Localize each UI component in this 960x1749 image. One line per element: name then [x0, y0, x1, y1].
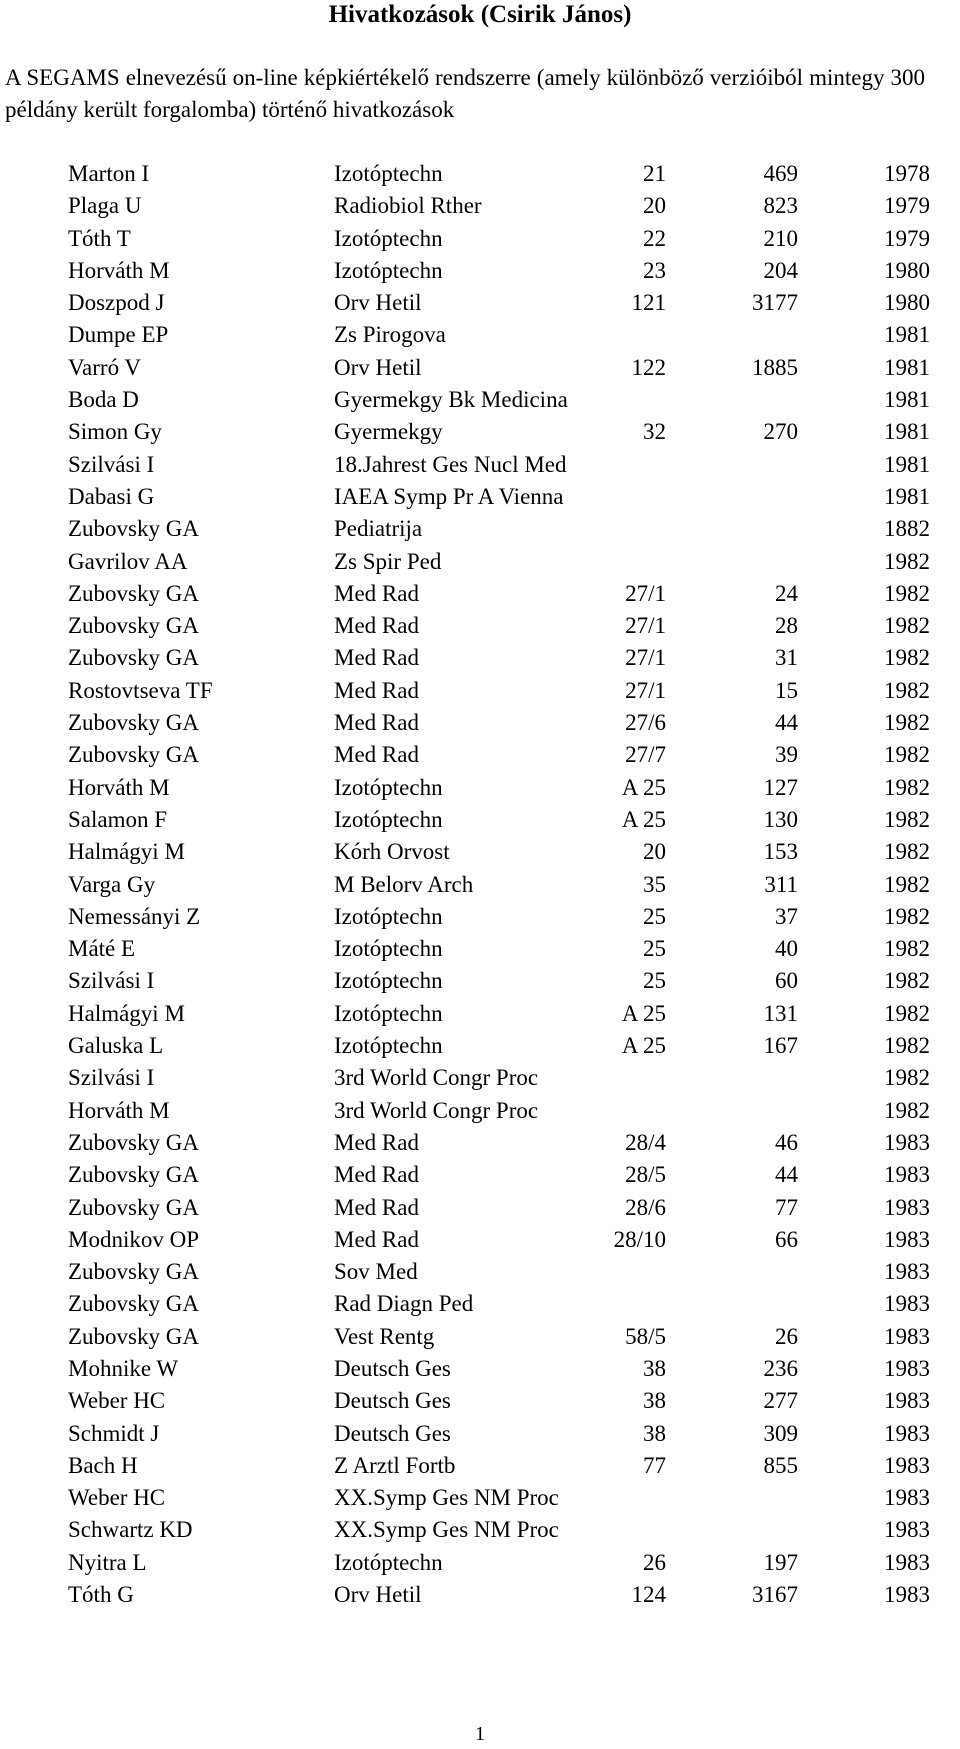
- reference-page: 60: [775, 968, 798, 994]
- reference-year: 1882: [884, 516, 930, 542]
- reference-author: Schmidt J: [68, 1420, 160, 1446]
- reference-author: Tóth T: [68, 225, 131, 251]
- reference-page: 3167: [752, 1582, 798, 1608]
- reference-journal: XX.Symp Ges NM Proc: [334, 1485, 559, 1511]
- reference-row: [0, 352, 960, 384]
- reference-year: 1983: [884, 1291, 930, 1317]
- reference-author: Mohnike W: [68, 1355, 179, 1381]
- reference-journal: Med Rad: [334, 1226, 419, 1252]
- reference-volume: 21: [643, 161, 666, 186]
- reference-row: [0, 739, 960, 771]
- reference-page: 1885: [752, 354, 798, 380]
- reference-journal: Izotóptechn: [334, 968, 443, 994]
- reference-row: [0, 1192, 960, 1224]
- reference-volume: 122: [631, 354, 666, 380]
- reference-year: 1983: [884, 1226, 930, 1252]
- reference-author: Zubovsky GA: [68, 580, 199, 606]
- reference-row: [0, 1579, 960, 1611]
- reference-journal: Med Rad: [334, 677, 419, 703]
- reference-journal: 3rd World Congr Proc: [334, 1065, 539, 1091]
- reference-journal: Orv Hetil: [334, 1582, 422, 1608]
- reference-page: 469: [763, 161, 798, 186]
- reference-row: [0, 1321, 960, 1353]
- reference-author: Zubovsky GA: [68, 1129, 199, 1155]
- reference-volume: 20: [643, 193, 666, 219]
- reference-author: Zubovsky GA: [68, 645, 199, 671]
- reference-author: Szilvási I: [68, 1065, 155, 1091]
- reference-year: 1981: [884, 451, 930, 477]
- reference-row: [0, 675, 960, 707]
- reference-row: [0, 869, 960, 901]
- reference-page: 210: [763, 225, 798, 251]
- reference-year: 1982: [884, 645, 930, 671]
- reference-row: [0, 513, 960, 545]
- reference-journal: Izotóptechn: [334, 1033, 443, 1059]
- reference-year: 1982: [884, 1000, 930, 1026]
- reference-author: Plaga U: [68, 193, 142, 219]
- reference-author: Schwartz KD: [68, 1517, 193, 1543]
- reference-year: 1982: [884, 806, 930, 832]
- reference-year: 1982: [884, 613, 930, 639]
- reference-row: [0, 255, 960, 287]
- reference-author: Rostovtseva TF: [68, 677, 213, 703]
- reference-author: Weber HC: [68, 1388, 166, 1414]
- reference-year: 1983: [884, 1194, 930, 1220]
- reference-author: Zubovsky GA: [68, 1162, 199, 1188]
- reference-page: 236: [763, 1355, 798, 1381]
- reference-row: [0, 1514, 960, 1546]
- reference-journal: Izotóptechn: [334, 1549, 443, 1575]
- reference-year: 1980: [884, 290, 930, 316]
- reference-journal: Izotóptechn: [334, 1000, 443, 1026]
- reference-row: [0, 1159, 960, 1191]
- reference-row: [0, 158, 960, 190]
- reference-volume: 20: [643, 839, 666, 865]
- reference-volume: 58/5: [625, 1323, 666, 1349]
- reference-author: Dumpe EP: [68, 322, 169, 348]
- reference-year: 1983: [884, 1582, 930, 1608]
- reference-year: 1983: [884, 1485, 930, 1511]
- reference-page: 46: [775, 1129, 798, 1155]
- reference-journal: Orv Hetil: [334, 354, 422, 380]
- reference-volume: A 25: [621, 1000, 666, 1026]
- reference-row: [0, 481, 960, 513]
- reference-author: Zubovsky GA: [68, 1323, 199, 1349]
- reference-year: 1983: [884, 1129, 930, 1155]
- reference-journal: Deutsch Ges: [334, 1388, 451, 1414]
- reference-journal: Deutsch Ges: [334, 1355, 451, 1381]
- reference-page: 44: [775, 710, 798, 736]
- reference-year: 1982: [884, 1097, 930, 1123]
- reference-row: [0, 1385, 960, 1417]
- reference-author: Tóth G: [68, 1582, 134, 1608]
- reference-row: [0, 1353, 960, 1385]
- reference-author: Marton I: [68, 161, 150, 186]
- reference-row: [0, 836, 960, 868]
- reference-author: Simon Gy: [68, 419, 162, 445]
- reference-author: Weber HC: [68, 1485, 166, 1511]
- reference-year: 1981: [884, 387, 930, 413]
- reference-row: [0, 287, 960, 319]
- page-title: Hivatkozások (Csirik János): [328, 1, 632, 28]
- reference-author: Zubovsky GA: [68, 1259, 199, 1285]
- reference-row: [0, 1288, 960, 1320]
- reference-volume: A 25: [621, 1033, 666, 1059]
- reference-page: 39: [775, 742, 798, 768]
- reference-page: 127: [763, 774, 798, 800]
- reference-row: [0, 804, 960, 836]
- reference-row: [0, 384, 960, 416]
- reference-page: 28: [775, 613, 798, 639]
- reference-row: [0, 933, 960, 965]
- reference-year: 1982: [884, 968, 930, 994]
- reference-page: 77: [775, 1194, 798, 1220]
- reference-year: 1982: [884, 710, 930, 736]
- reference-row: [0, 1256, 960, 1288]
- reference-journal: Izotóptechn: [334, 161, 443, 186]
- reference-volume: 25: [643, 936, 666, 962]
- reference-journal: Sov Med: [334, 1259, 418, 1285]
- reference-author: Dabasi G: [68, 483, 155, 509]
- reference-author: Szilvási I: [68, 968, 155, 994]
- reference-year: 1982: [884, 839, 930, 865]
- reference-volume: 28/6: [625, 1194, 666, 1220]
- reference-volume: 32: [643, 419, 666, 445]
- reference-row: [0, 642, 960, 674]
- reference-journal: Med Rad: [334, 710, 419, 736]
- reference-author: Boda D: [68, 387, 139, 413]
- reference-journal: Med Rad: [334, 1129, 419, 1155]
- reference-volume: 27/1: [625, 677, 666, 703]
- reference-journal: Rad Diagn Ped: [334, 1291, 474, 1317]
- reference-year: 1983: [884, 1323, 930, 1349]
- reference-row: [0, 1095, 960, 1127]
- reference-year: 1983: [884, 1452, 930, 1478]
- reference-page: 311: [764, 871, 798, 897]
- reference-volume: 28/4: [625, 1129, 666, 1155]
- reference-author: Horváth M: [68, 257, 170, 283]
- reference-page: 277: [763, 1388, 798, 1414]
- reference-journal: Radiobiol Rther: [334, 193, 482, 219]
- reference-volume: 27/6: [625, 710, 666, 736]
- reference-row: [0, 707, 960, 739]
- reference-author: Horváth M: [68, 774, 170, 800]
- reference-volume: 27/1: [625, 645, 666, 671]
- reference-journal: 3rd World Congr Proc: [334, 1097, 539, 1123]
- reference-author: Halmágyi M: [68, 1000, 185, 1026]
- reference-author: Galuska L: [68, 1033, 164, 1059]
- reference-year: 1979: [884, 193, 930, 219]
- reference-year: 1983: [884, 1549, 930, 1575]
- reference-volume: 28/5: [625, 1162, 666, 1188]
- reference-page: 855: [763, 1452, 798, 1478]
- reference-journal: Med Rad: [334, 580, 419, 606]
- reference-year: 1982: [884, 1033, 930, 1059]
- intro-paragraph: A SEGAMS elnevezésű on-line képkiértékelő rendszerre (amely különböző verzióiból mintegy 300 példány került forgalomba) történő hivatkozások: [5, 65, 925, 122]
- reference-author: Nemessányi Z: [68, 903, 201, 929]
- reference-journal: Izotóptechn: [334, 903, 443, 929]
- reference-year: 1982: [884, 936, 930, 962]
- reference-journal: Izotóptechn: [334, 806, 443, 832]
- reference-author: Bach H: [68, 1452, 138, 1478]
- reference-journal: Deutsch Ges: [334, 1420, 451, 1446]
- reference-row: [0, 1547, 960, 1579]
- reference-page: 66: [775, 1226, 798, 1252]
- reference-author: Máté E: [68, 936, 136, 962]
- reference-volume: 28/10: [613, 1226, 666, 1252]
- reference-journal: Med Rad: [334, 613, 419, 639]
- reference-year: 1982: [884, 871, 930, 897]
- reference-row: [0, 1418, 960, 1450]
- reference-page: 204: [763, 257, 798, 283]
- reference-journal: Gyermekgy Bk Medicina: [334, 387, 568, 413]
- reference-year: 1982: [884, 742, 930, 768]
- reference-page: 131: [763, 1000, 798, 1026]
- reference-volume: 25: [643, 968, 666, 994]
- reference-year: 1983: [884, 1517, 930, 1543]
- reference-year: 1981: [884, 483, 930, 509]
- reference-year: 1981: [884, 354, 930, 380]
- reference-volume: 121: [631, 290, 666, 316]
- reference-year: 1978: [884, 161, 930, 186]
- reference-journal: Izotóptechn: [334, 225, 443, 251]
- reference-journal: Gyermekgy: [334, 419, 443, 445]
- reference-author: Halmágyi M: [68, 839, 185, 865]
- reference-volume: 38: [643, 1388, 666, 1414]
- reference-journal: Izotóptechn: [334, 936, 443, 962]
- reference-volume: 26: [643, 1549, 666, 1575]
- reference-row: [0, 449, 960, 481]
- reference-page: 24: [775, 580, 798, 606]
- reference-page: 823: [763, 193, 798, 219]
- reference-row: [0, 1062, 960, 1094]
- reference-year: 1983: [884, 1355, 930, 1381]
- reference-author: Horváth M: [68, 1097, 170, 1123]
- reference-volume: 23: [643, 257, 666, 283]
- reference-journal: Zs Pirogova: [334, 322, 446, 348]
- reference-year: 1981: [884, 419, 930, 445]
- reference-row: [0, 998, 960, 1030]
- reference-page: 26: [775, 1323, 798, 1349]
- reference-volume: 124: [631, 1582, 666, 1608]
- reference-page: 44: [775, 1162, 798, 1188]
- reference-journal: Izotóptechn: [334, 257, 443, 283]
- reference-year: 1982: [884, 1065, 930, 1091]
- reference-journal: XX.Symp Ges NM Proc: [334, 1517, 559, 1543]
- reference-journal: M Belorv Arch: [334, 871, 474, 897]
- reference-year: 1982: [884, 580, 930, 606]
- reference-author: Gavrilov AA: [68, 548, 188, 574]
- reference-volume: 22: [643, 225, 666, 251]
- reference-page: 309: [763, 1420, 798, 1446]
- reference-journal: Med Rad: [334, 645, 419, 671]
- reference-year: 1983: [884, 1162, 930, 1188]
- reference-year: 1981: [884, 322, 930, 348]
- reference-volume: 27/1: [625, 580, 666, 606]
- reference-page: 130: [763, 806, 798, 832]
- reference-page: 270: [763, 419, 798, 445]
- reference-journal: Vest Rentg: [334, 1323, 435, 1349]
- reference-row: [0, 1224, 960, 1256]
- reference-journal: Zs Spir Ped: [334, 548, 442, 574]
- reference-page: 3177: [752, 290, 798, 316]
- reference-author: Doszpod J: [68, 290, 165, 316]
- reference-year: 1982: [884, 903, 930, 929]
- reference-journal: Med Rad: [334, 1194, 419, 1220]
- reference-author: Salamon F: [68, 806, 168, 832]
- reference-page: 40: [775, 936, 798, 962]
- reference-year: 1983: [884, 1420, 930, 1446]
- reference-author: Nyitra L: [68, 1549, 147, 1575]
- reference-author: Zubovsky GA: [68, 516, 199, 542]
- reference-page: 153: [763, 839, 798, 865]
- reference-row: [0, 546, 960, 578]
- reference-row: [0, 1450, 960, 1482]
- reference-list: [0, 158, 960, 1611]
- reference-row: [0, 578, 960, 610]
- reference-year: 1980: [884, 257, 930, 283]
- reference-volume: 25: [643, 903, 666, 929]
- reference-author: Modnikov OP: [68, 1226, 199, 1252]
- reference-year: 1982: [884, 548, 930, 574]
- reference-author: Zubovsky GA: [68, 1194, 199, 1220]
- reference-row: [0, 901, 960, 933]
- reference-page: 15: [775, 677, 798, 703]
- reference-author: Varga Gy: [68, 871, 156, 897]
- reference-year: 1982: [884, 677, 930, 703]
- reference-volume: A 25: [621, 774, 666, 800]
- reference-year: 1983: [884, 1388, 930, 1414]
- reference-row: [0, 1030, 960, 1062]
- reference-year: 1983: [884, 1259, 930, 1285]
- reference-volume: 27/1: [625, 613, 666, 639]
- reference-row: [0, 965, 960, 997]
- reference-volume: 38: [643, 1420, 666, 1446]
- reference-volume: 38: [643, 1355, 666, 1381]
- reference-journal: Kórh Orvost: [334, 839, 450, 865]
- reference-journal: Orv Hetil: [334, 290, 422, 316]
- reference-row: [0, 772, 960, 804]
- reference-page: 167: [763, 1033, 798, 1059]
- reference-journal: Z Arztl Fortb: [334, 1452, 456, 1478]
- reference-volume: 35: [643, 871, 666, 897]
- reference-volume: 27/7: [625, 742, 666, 768]
- reference-row: [0, 190, 960, 222]
- reference-row: [0, 223, 960, 255]
- reference-journal: IAEA Symp Pr A Vienna: [334, 483, 564, 509]
- reference-journal: Izotóptechn: [334, 774, 443, 800]
- reference-journal: Med Rad: [334, 1162, 419, 1188]
- reference-author: Zubovsky GA: [68, 742, 199, 768]
- reference-author: Szilvási I: [68, 451, 155, 477]
- reference-row: [0, 610, 960, 642]
- reference-author: Zubovsky GA: [68, 613, 199, 639]
- reference-row: [0, 319, 960, 351]
- reference-row: [0, 1482, 960, 1514]
- reference-author: Zubovsky GA: [68, 1291, 199, 1317]
- reference-row: [0, 1127, 960, 1159]
- reference-page: 197: [763, 1549, 798, 1575]
- page-number: 1: [475, 1723, 485, 1745]
- reference-journal: Med Rad: [334, 742, 419, 768]
- reference-journal: 18.Jahrest Ges Nucl Med: [334, 451, 567, 477]
- reference-journal: Pediatrija: [334, 516, 423, 542]
- reference-row: [0, 416, 960, 448]
- reference-author: Varró V: [68, 354, 142, 380]
- reference-year: 1982: [884, 774, 930, 800]
- reference-year: 1979: [884, 225, 930, 251]
- reference-page: 37: [775, 903, 798, 929]
- reference-author: Zubovsky GA: [68, 710, 199, 736]
- reference-volume: 77: [643, 1452, 666, 1478]
- reference-volume: A 25: [621, 806, 666, 832]
- reference-page: 31: [775, 645, 798, 671]
